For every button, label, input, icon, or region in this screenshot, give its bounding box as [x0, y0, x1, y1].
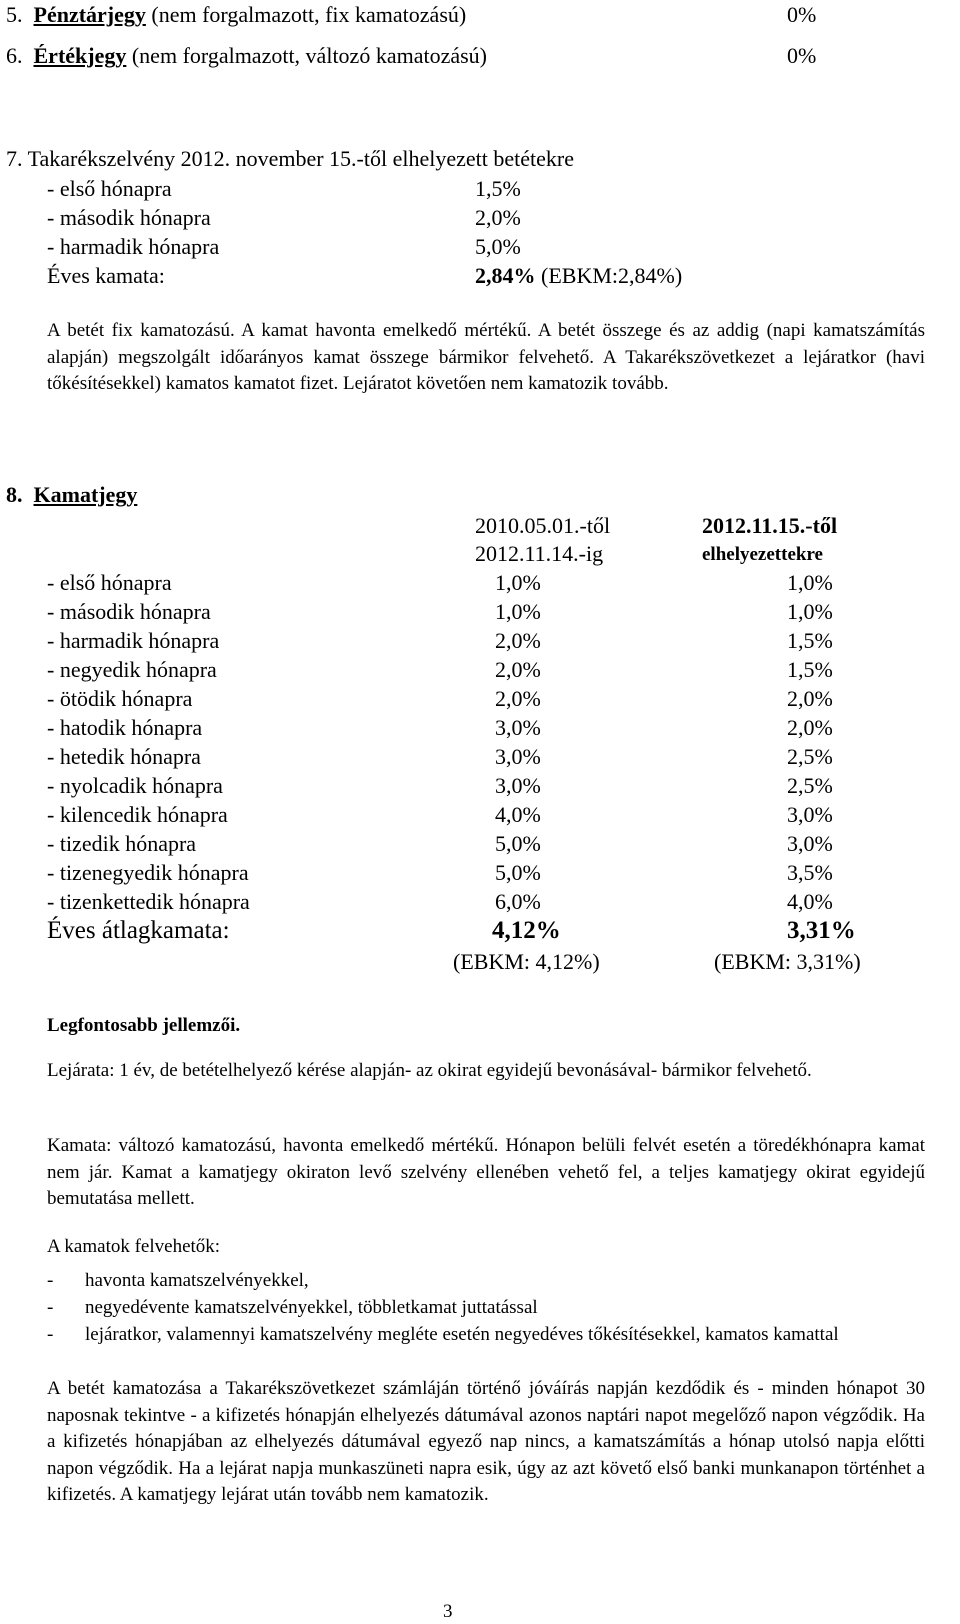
- col1-header-to: 2012.11.14.-ig: [475, 541, 604, 566]
- table-row-label: - tizenegyedik hónapra: [47, 860, 249, 885]
- col1-header-from: 2010.05.01.-től: [475, 513, 611, 538]
- table-row-label: - második hónapra: [47, 599, 211, 624]
- table-row-label: - negyedik hónapra: [47, 657, 217, 682]
- s7-row-rate: 2,0%: [475, 205, 521, 230]
- item-6: [6, 43, 487, 69]
- table-row-c1: 3,0%: [495, 715, 541, 740]
- table-row-c1: 1,0%: [495, 570, 541, 595]
- table-row-c2: 2,5%: [787, 744, 833, 769]
- s7-row-rate: 1,5%: [475, 176, 521, 201]
- list-item: havonta kamatszelvényekkel,: [85, 1270, 309, 1291]
- avg-label: Éves átlagkamata:: [47, 917, 230, 944]
- section-7-paragraph: A betét fix kamatozású. A kamat havonta emelkedő mértékű. A betét összege és az addig (napi kamatszámítás alapján) megszolgált időarányos kamat összege bármikor felvehető. A Takarékszövetkezet a lejáratkor (havi tőkésítésekkel) kamatos kamatot fizet. Lejáratot követően nem kamatozik tovább.: [47, 320, 925, 394]
- table-row-label: - harmadik hónapra: [47, 628, 220, 653]
- withdrawal-intro: A kamatok felvehetők:: [47, 1236, 221, 1257]
- table-row-label: - hetedik hónapra: [47, 744, 201, 769]
- table-row-c1: 5,0%: [495, 860, 541, 885]
- table-row-c2: 1,5%: [787, 657, 833, 682]
- table-row-label: - tizedik hónapra: [47, 831, 197, 856]
- s7-annual-value: [475, 263, 682, 289]
- table-row-label: - nyolcadik hónapra: [47, 773, 223, 798]
- closing-paragraph: A betét kamatozása a Takarékszövetkezet számláján történő jóváírás napján kezdődik és - minden hónapot 30 naposnak tekintve - a kifizetés hónapján elhelyezés dátumával azonos naptári napot megelőző napon végződik. Ha a kifizetés hónapjában az elhelyezés dátumával egyező nap nincs, a kamatszámítás a hónap utolsó napja előtti napon végződik. Ha a lejárat napja munkaszüneti napra esik, úgy az azt követő első banki munkanapon történhet a kifizetés. A kamatjegy lejárat után tovább nem kamatozik.: [47, 1378, 925, 1505]
- table-row-c2: 3,0%: [787, 802, 833, 827]
- table-row-c2: 1,5%: [787, 628, 833, 653]
- table-row-label: - tizenkettedik hónapra: [47, 889, 250, 914]
- table-row-c2: 2,5%: [787, 773, 833, 798]
- paragraph-kamata: Kamata: változó kamatozású, havonta emelkedő mértékű. Hónapon belüli felvét esetén a töredékhónapra kamat nem jár. Kamat a kamatjegy okiraton levő szelvény ellenében vehető fel, a teljes kamatjegy okirat egyidejű bemutatása mellett.: [47, 1135, 925, 1209]
- table-row-c1: 1,0%: [495, 599, 541, 624]
- list-item: lejáratkor, valamennyi kamatszelvény megléte esetén negyedéves tőkésítésekkel, kamatos kamattal: [85, 1324, 839, 1345]
- table-row-c2: 1,0%: [787, 570, 833, 595]
- table-row-c2: 1,0%: [787, 599, 833, 624]
- table-row-c2: 3,5%: [787, 860, 833, 885]
- s7-annual-ebkm: (EBKM:2,84%): [541, 263, 683, 288]
- bullet-marker: -: [47, 1324, 54, 1345]
- item-6-number: 6.: [6, 43, 23, 68]
- table-row-c1: 6,0%: [495, 889, 541, 914]
- avg-c2: 3,31%: [787, 917, 856, 944]
- table-row-label: - kilencedik hónapra: [47, 802, 228, 827]
- avg-c1: 4,12%: [492, 917, 561, 944]
- paragraph-lejarat: Lejárata: 1 év, de betételhelyező kérése alapján- az okirat egyidejű bevonásával- bármikor felvehető.: [47, 1060, 812, 1081]
- table-row-c1: 4,0%: [495, 802, 541, 827]
- section-7-heading: 7. Takarékszelvény 2012. november 15.-től elhelyezett betétekre: [6, 146, 574, 171]
- s7-annual-label: Éves kamata:: [47, 263, 165, 288]
- item-5-number: 5.: [6, 2, 23, 27]
- table-row-label: - hatodik hónapra: [47, 715, 203, 740]
- table-row-c2: 2,0%: [787, 686, 833, 711]
- item-6-rate: 0%: [787, 43, 817, 68]
- s7-annual-rate: 2,84%: [475, 263, 536, 288]
- table-row-c2: 2,0%: [787, 715, 833, 740]
- item-5-rate: 0%: [787, 2, 817, 27]
- section-8-heading: [6, 482, 137, 508]
- bullet-marker: -: [47, 1270, 54, 1291]
- withdrawal-list: [47, 1268, 925, 1348]
- table-row-c1: 3,0%: [495, 773, 541, 798]
- features-heading: Legfontosabb jellemzői.: [47, 1015, 241, 1036]
- table-row-c1: 2,0%: [495, 686, 541, 711]
- item-6-name: Értékjegy: [33, 43, 127, 68]
- item-6-desc: (nem forgalmazott, változó kamatozású): [131, 43, 487, 68]
- col2-header-note: elhelyezettekre: [702, 544, 823, 565]
- table-row-c1: 3,0%: [495, 744, 541, 769]
- s7-row-label: - második hónapra: [47, 205, 211, 230]
- s7-row-label: - első hónapra: [47, 176, 172, 201]
- table-row-label: - első hónapra: [47, 570, 172, 595]
- ebkm-c1: (EBKM: 4,12%): [453, 949, 600, 974]
- section-8-title: Kamatjegy: [33, 482, 138, 507]
- table-row-label: - ötödik hónapra: [47, 686, 193, 711]
- item-5-name: Pénztárjegy: [33, 2, 146, 27]
- item-5-desc: (nem forgalmazott, fix kamatozású): [151, 2, 467, 27]
- table-row-c1: 2,0%: [495, 657, 541, 682]
- s7-row-label: - harmadik hónapra: [47, 234, 220, 259]
- list-item: negyedévente kamatszelvényekkel, többletkamat juttatással: [85, 1297, 538, 1318]
- ebkm-c2: (EBKM: 3,31%): [714, 949, 861, 974]
- col2-header-from: 2012.11.15.-től: [702, 513, 838, 538]
- item-5: [6, 2, 466, 28]
- bullet-marker: -: [47, 1297, 54, 1318]
- s7-row-rate: 5,0%: [475, 234, 521, 259]
- table-row-c2: 3,0%: [787, 831, 833, 856]
- table-row-c1: 5,0%: [495, 831, 541, 856]
- page-number: 3: [443, 1601, 453, 1622]
- section-8-number: 8.: [6, 482, 23, 507]
- table-row-c1: 2,0%: [495, 628, 541, 653]
- table-row-c2: 4,0%: [787, 889, 833, 914]
